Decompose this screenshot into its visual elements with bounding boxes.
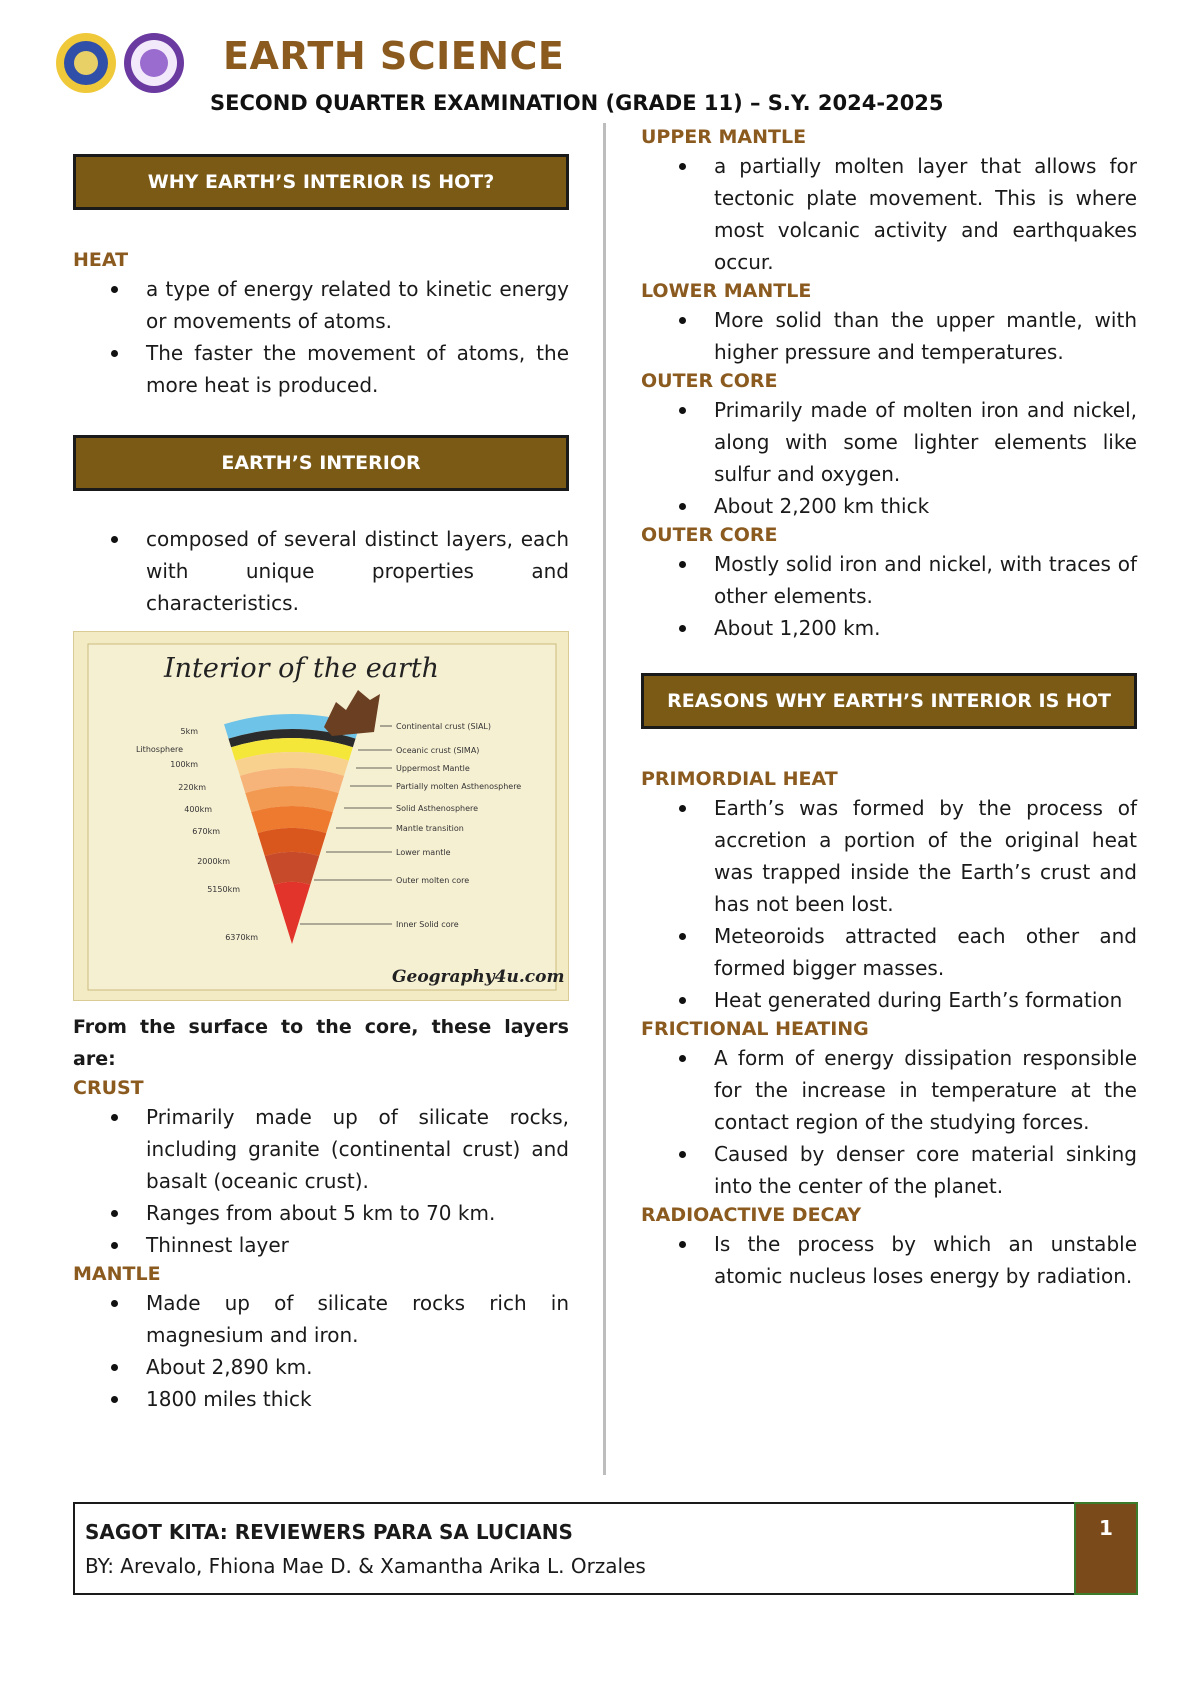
list-item: a type of energy related to kinetic energy or movements of atoms. — [73, 273, 569, 337]
depth-label: 670km — [192, 827, 220, 836]
lithosphere-label: Lithosphere — [136, 745, 184, 754]
list-item: The faster the movement of atoms, the more heat is produced. — [73, 337, 569, 401]
diagram-credit: Geography4u.com — [392, 967, 565, 987]
depth-label: 6370km — [225, 933, 258, 942]
left-column — [73, 124, 569, 1415]
org-seal-icon — [123, 32, 185, 94]
layer-label: Uppermost Mantle — [396, 764, 470, 773]
layers-intro: From the surface to the core, these layers are: — [73, 1016, 569, 1070]
diagram-title: Interior of the earth — [164, 653, 440, 684]
banner-earth-interior: EARTH’S INTERIOR — [73, 435, 569, 491]
depth-label: 400km — [184, 805, 212, 814]
school-seal-icon — [55, 32, 117, 94]
list-item: Mostly solid iron and nickel, with traces of other elements. — [641, 548, 1137, 612]
earth-layer — [258, 828, 327, 856]
interior-list — [73, 523, 569, 619]
mantle-list — [73, 1287, 569, 1415]
banner-why-hot: WHY EARTH’S INTERIOR IS HOT? — [73, 154, 569, 210]
footer-authors: BY: Arevalo, Fhiona Mae D. & Xamantha Arika L. Orzales — [85, 1554, 646, 1578]
earth-layers-graphic — [74, 632, 570, 1002]
heading-frictional: FRICTIONAL HEATING — [641, 1018, 869, 1040]
banner-reasons: REASONS WHY EARTH’S INTERIOR IS HOT — [641, 673, 1137, 729]
list-item: Meteoroids attracted each other and formed bigger masses. — [641, 920, 1137, 984]
depth-label: 100km — [170, 760, 198, 769]
footer — [73, 1502, 1138, 1595]
page-title: EARTH SCIENCE — [223, 34, 565, 78]
heading-heat: HEAT — [73, 249, 129, 271]
heading-outer-core-2: OUTER CORE — [641, 524, 778, 546]
list-item: Made up of silicate rocks rich in magnesium and iron. — [73, 1287, 569, 1351]
depth-label: 5150km — [207, 885, 240, 894]
list-item: About 2,890 km. — [73, 1351, 569, 1383]
earth-interior-diagram — [73, 631, 569, 1001]
heading-primordial: PRIMORDIAL HEAT — [641, 768, 838, 790]
heading-lower-mantle: LOWER MANTLE — [641, 280, 812, 302]
list-item: More solid than the upper mantle, with higher pressure and temperatures. — [641, 304, 1137, 368]
list-item: Primarily made up of silicate rocks, including granite (continental crust) and basalt (oceanic crust). — [73, 1101, 569, 1197]
heading-crust: CRUST — [73, 1077, 144, 1099]
earth-layer — [265, 852, 319, 885]
heading-mantle: MANTLE — [73, 1263, 161, 1285]
depth-label: 220km — [178, 783, 206, 792]
layer-label: Mantle transition — [396, 824, 464, 833]
list-item: About 2,200 km thick — [641, 490, 1137, 522]
layer-label: Outer molten core — [396, 876, 470, 885]
list-item: About 1,200 km. — [641, 612, 1137, 644]
list-item: composed of several distinct layers, each with unique properties and characteristics. — [73, 523, 569, 619]
page-number: 1 — [1074, 1502, 1138, 1595]
list-item: A form of energy dissipation responsible for the increase in temperature at the contact region of the studying forces. — [641, 1042, 1137, 1138]
heading-outer-core: OUTER CORE — [641, 370, 778, 392]
depth-label: 5km — [180, 727, 198, 736]
heading-radioactive: RADIOACTIVE DECAY — [641, 1204, 862, 1226]
layer-label: Continental crust (SIAL) — [396, 722, 491, 731]
lower-mantle-list — [641, 304, 1137, 368]
frictional-list — [641, 1042, 1137, 1202]
list-item: Earth’s was formed by the process of accretion a portion of the original heat was trapped inside the Earth’s crust and has not been lost. — [641, 792, 1137, 920]
footer-title: SAGOT KITA: REVIEWERS PARA SA LUCIANS — [85, 1520, 573, 1544]
list-item: 1800 miles thick — [73, 1383, 569, 1415]
list-item: Ranges from about 5 km to 70 km. — [73, 1197, 569, 1229]
column-divider — [603, 123, 606, 1475]
outer-core-2-list — [641, 548, 1137, 644]
right-column — [641, 124, 1137, 1292]
school-logos — [55, 32, 185, 94]
radioactive-list — [641, 1228, 1137, 1292]
layer-label: Oceanic crust (SIMA) — [396, 746, 480, 755]
layer-label: Lower mantle — [396, 848, 451, 857]
list-item: a partially molten layer that allows for tectonic plate movement. This is where most volcanic activity and earthquakes occur. — [641, 150, 1137, 278]
list-item: Caused by denser core material sinking into the center of the planet. — [641, 1138, 1137, 1202]
outer-core-list — [641, 394, 1137, 522]
list-item: Heat generated during Earth’s formation — [641, 984, 1137, 1016]
list-item: Primarily made of molten iron and nickel, along with some lighter elements like sulfur and oxygen. — [641, 394, 1137, 490]
upper-mantle-list — [641, 150, 1137, 278]
crust-list — [73, 1101, 569, 1261]
depth-label: 2000km — [197, 857, 230, 866]
heading-upper-mantle: UPPER MANTLE — [641, 126, 807, 148]
heat-list — [73, 273, 569, 401]
layer-label: Partially molten Asthenosphere — [396, 782, 522, 791]
primordial-list — [641, 792, 1137, 1016]
layer-label: Solid Asthenosphere — [396, 804, 479, 813]
list-item: Is the process by which an unstable atomic nucleus loses energy by radiation. — [641, 1228, 1137, 1292]
page-subtitle: SECOND QUARTER EXAMINATION (GRADE 11) – S.Y. 2024-2025 — [210, 91, 944, 115]
layer-label: Inner Solid core — [396, 920, 459, 929]
list-item: Thinnest layer — [73, 1229, 569, 1261]
